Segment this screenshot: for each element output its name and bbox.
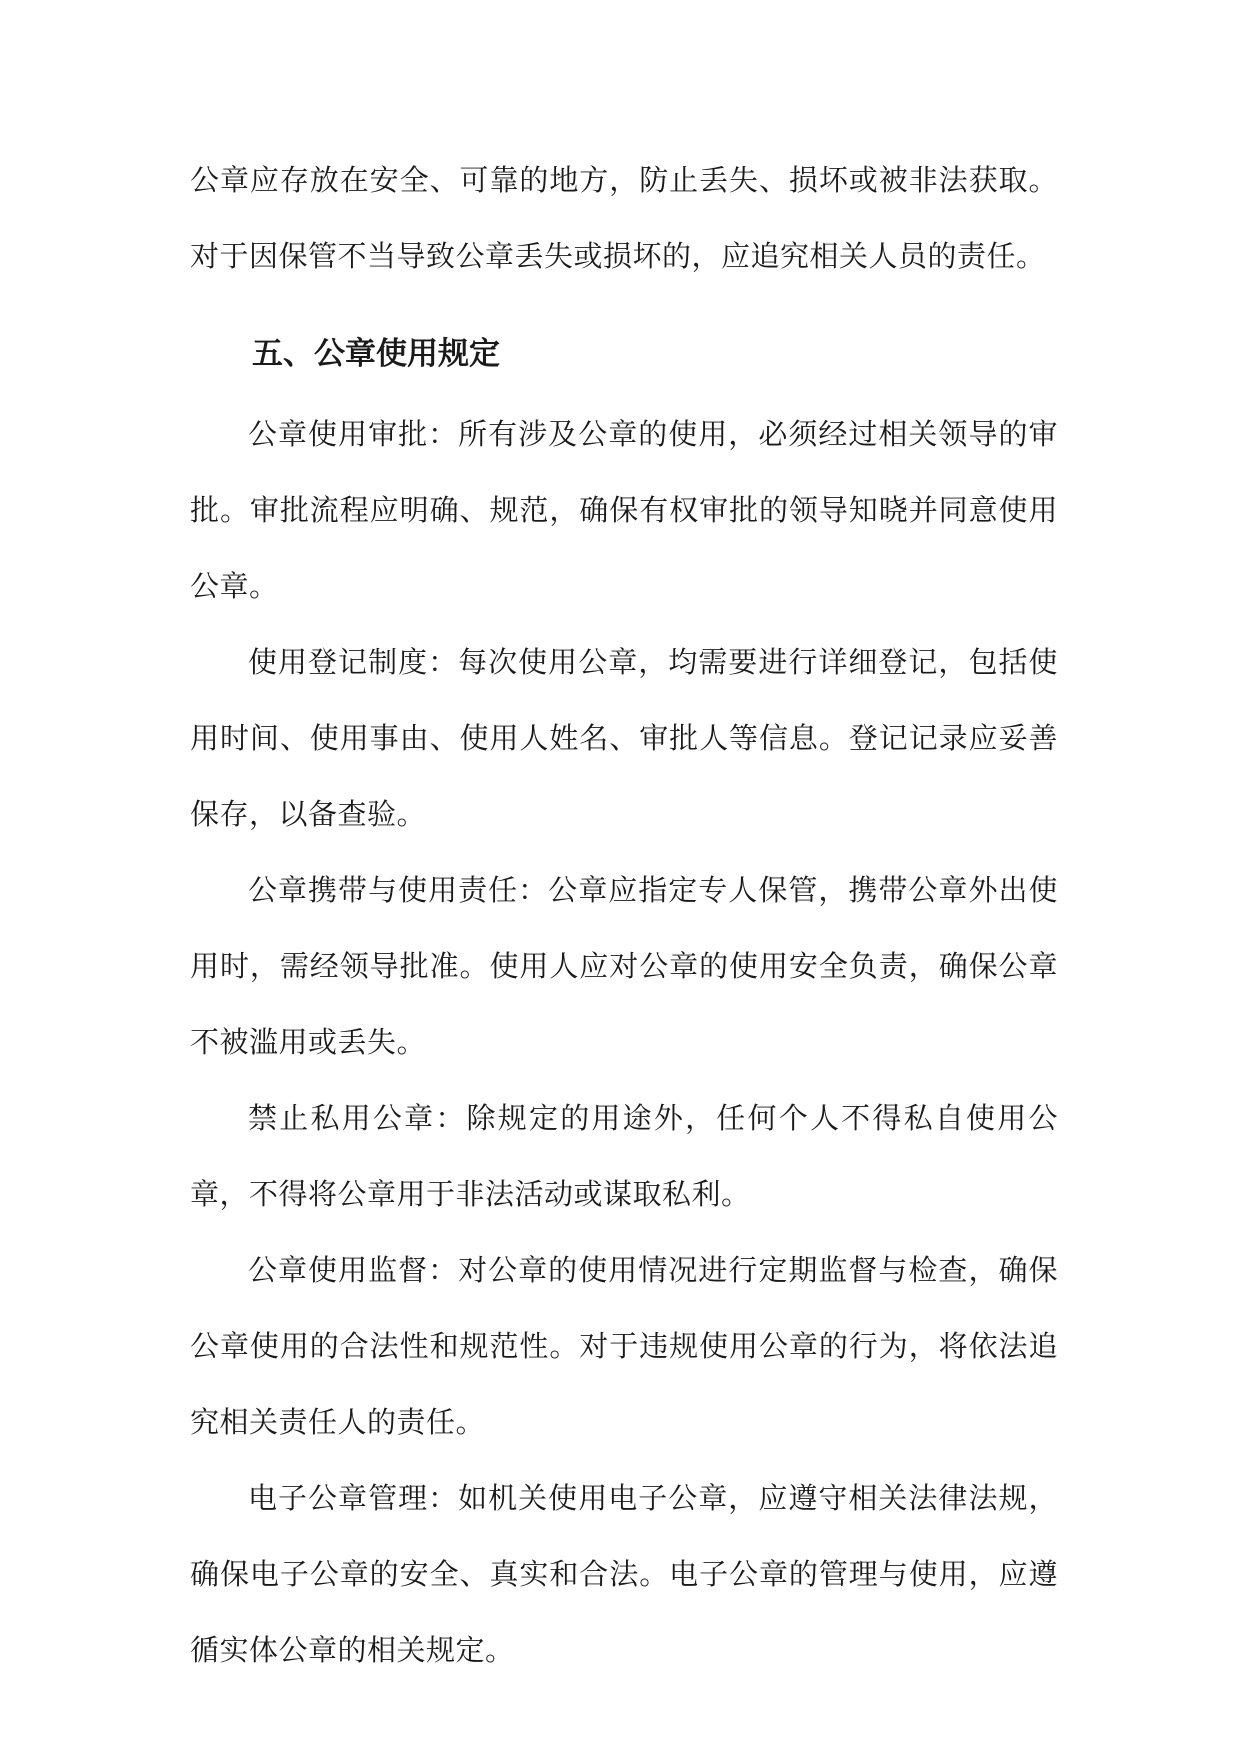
section-heading: 五、公章使用规定: [252, 336, 500, 372]
paragraph-private-use-prohibited: 禁止私用公章：除规定的用途外，任何个人不得私自使用公章，不得将公章用于非法活动或谋取私利。: [190, 1101, 1058, 1211]
intro-paragraph: 公章应存放在安全、可靠的地方，防止丢失、损坏或被非法获取。对于因保管不当导致公章丢失或损坏的，应追究相关人员的责任。: [190, 163, 1058, 273]
paragraph-electronic-seal: 电子公章管理：如机关使用电子公章，应遵守相关法律法规，确保电子公章的安全、真实和合法。电子公章的管理与使用，应遵循实体公章的相关规定。: [190, 1481, 1058, 1667]
document-body: [190, 142, 1058, 1688]
paragraph-seal-approval: 公章使用审批：所有涉及公章的使用，必须经过相关领导的审批。审批流程应明确、规范，确保有权审批的领导知晓并同意使用公章。: [190, 417, 1058, 603]
paragraph-usage-supervision: 公章使用监督：对公章的使用情况进行定期监督与检查，确保公章使用的合法性和规范性。对于违规使用公章的行为，将依法追究相关责任人的责任。: [190, 1253, 1058, 1439]
paragraph-usage-registration: 使用登记制度：每次使用公章，均需要进行详细登记，包括使用时间、使用事由、使用人姓名、审批人等信息。登记记录应妥善保存，以备查验。: [190, 645, 1058, 831]
paragraph-carrying-responsibility: 公章携带与使用责任：公章应指定专人保管，携带公章外出使用时，需经领导批准。使用人应对公章的使用安全负责，确保公章不被滥用或丢失。: [190, 873, 1058, 1059]
